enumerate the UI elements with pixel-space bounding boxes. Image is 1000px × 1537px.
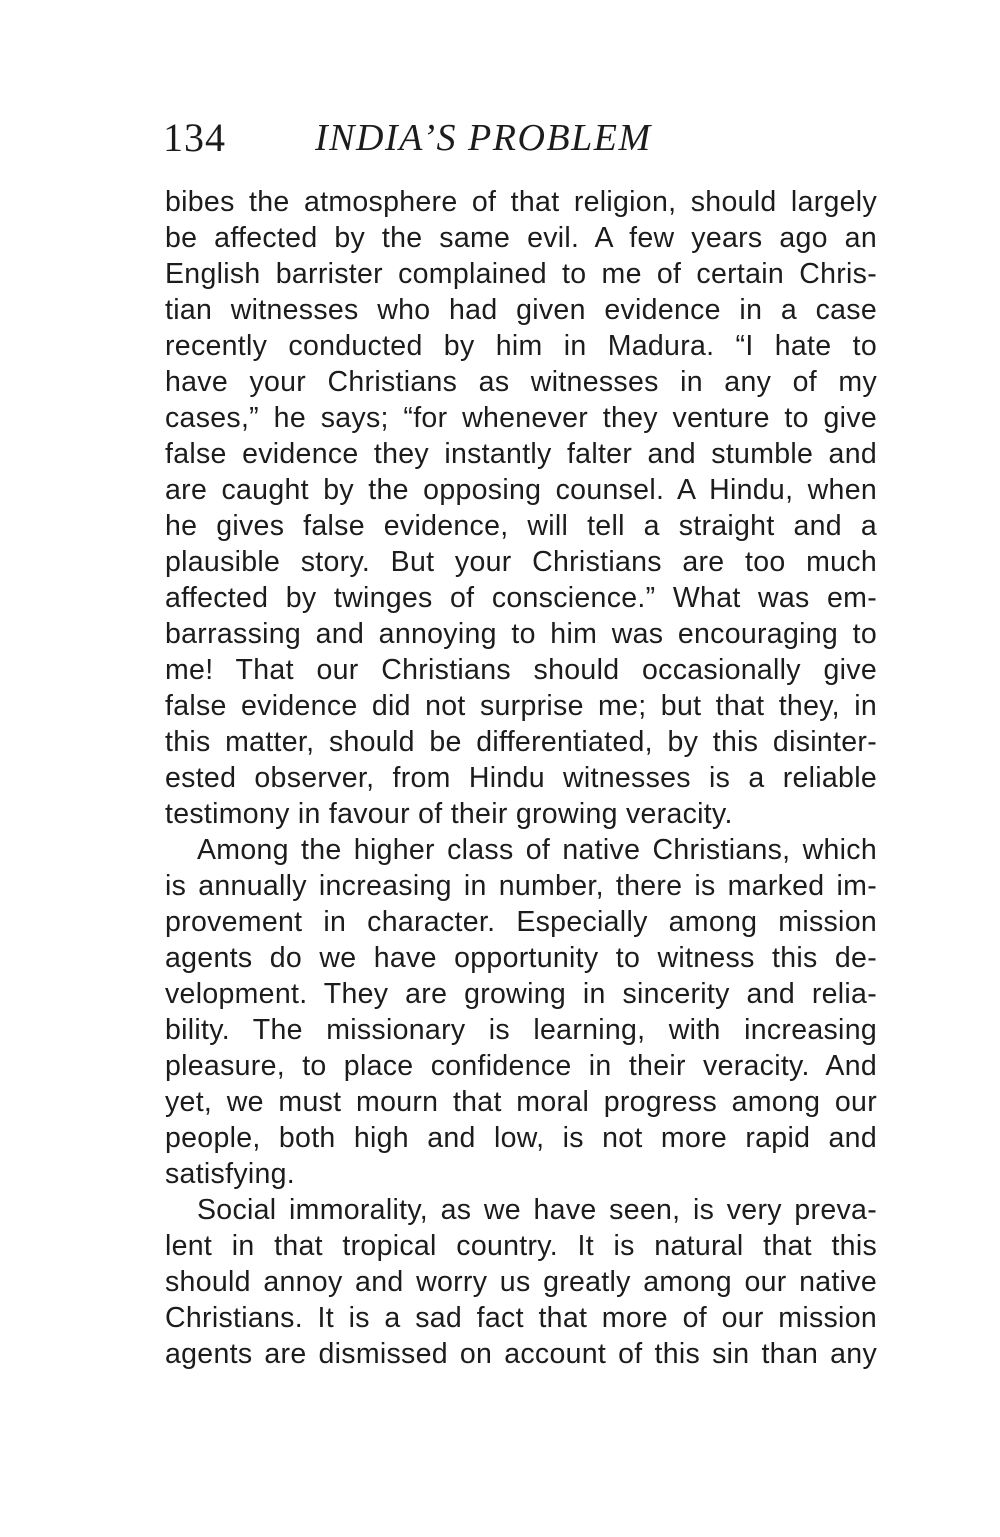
text-line: have your Christians as witnesses in any of my bbox=[165, 366, 877, 398]
text-line: velopment. They are growing in sincerity and relia- bbox=[165, 978, 877, 1010]
text-line: false evidence they instantly falter and stumble and bbox=[165, 438, 877, 470]
text-line: this matter, should be differentiated, by this disinter- bbox=[165, 726, 877, 758]
text-line: bibes the atmosphere of that religion, should largely bbox=[165, 186, 877, 218]
text-line: satisfying. bbox=[165, 1158, 296, 1190]
text-line: should annoy and worry us greatly among our native bbox=[165, 1266, 877, 1298]
text-line: testimony in favour of their growing veracity. bbox=[165, 798, 733, 830]
text-line: Christians. It is a sad fact that more of our mission bbox=[165, 1302, 877, 1334]
running-title: INDIA’S PROBLEM bbox=[315, 117, 652, 159]
text-line: yet, we must mourn that moral progress among our bbox=[165, 1086, 877, 1118]
text-line: English barrister complained to me of certain Chris- bbox=[165, 258, 877, 290]
text-line: Social immorality, as we have seen, is very preva- bbox=[197, 1194, 877, 1226]
text-line: ested observer, from Hindu witnesses is a reliable bbox=[165, 762, 877, 794]
text-line: plausible story. But your Christians are too much bbox=[165, 546, 877, 578]
text-line: people, both high and low, is not more rapid and bbox=[165, 1122, 877, 1154]
text-line: affected by twinges of conscience.” What was em- bbox=[165, 582, 877, 614]
running-head bbox=[163, 108, 763, 168]
text-line: barrassing and annoying to him was encouraging to bbox=[165, 618, 877, 650]
page-number: 134 bbox=[163, 115, 226, 160]
text-line: lent in that tropical country. It is natural that this bbox=[165, 1230, 877, 1262]
text-line: bility. The missionary is learning, with increasing bbox=[165, 1014, 877, 1046]
text-line: Among the higher class of native Christians, which bbox=[197, 834, 877, 866]
text-line: is annually increasing in number, there is marked im- bbox=[165, 870, 877, 902]
text-line: tian witnesses who had given evidence in a case bbox=[165, 294, 877, 326]
text-line: be affected by the same evil. A few years ago an bbox=[165, 222, 877, 254]
text-line: he gives false evidence, will tell a straight and a bbox=[165, 510, 877, 542]
text-line: recently conducted by him in Madura. “I hate to bbox=[165, 330, 877, 362]
text-line: agents are dismissed on account of this sin than any bbox=[165, 1338, 877, 1370]
text-line: cases,” he says; “for whenever they venture to give bbox=[165, 402, 877, 434]
text-line: are caught by the opposing counsel. A Hindu, when bbox=[165, 474, 877, 506]
body-text bbox=[165, 184, 877, 1372]
text-line: provement in character. Especially among mission bbox=[165, 906, 877, 938]
text-line: me! That our Christians should occasionally give bbox=[165, 654, 877, 686]
text-line: agents do we have opportunity to witness this de- bbox=[165, 942, 877, 974]
text-line: false evidence did not surprise me; but that they, in bbox=[165, 690, 877, 722]
text-line: pleasure, to place confidence in their veracity. And bbox=[165, 1050, 877, 1082]
